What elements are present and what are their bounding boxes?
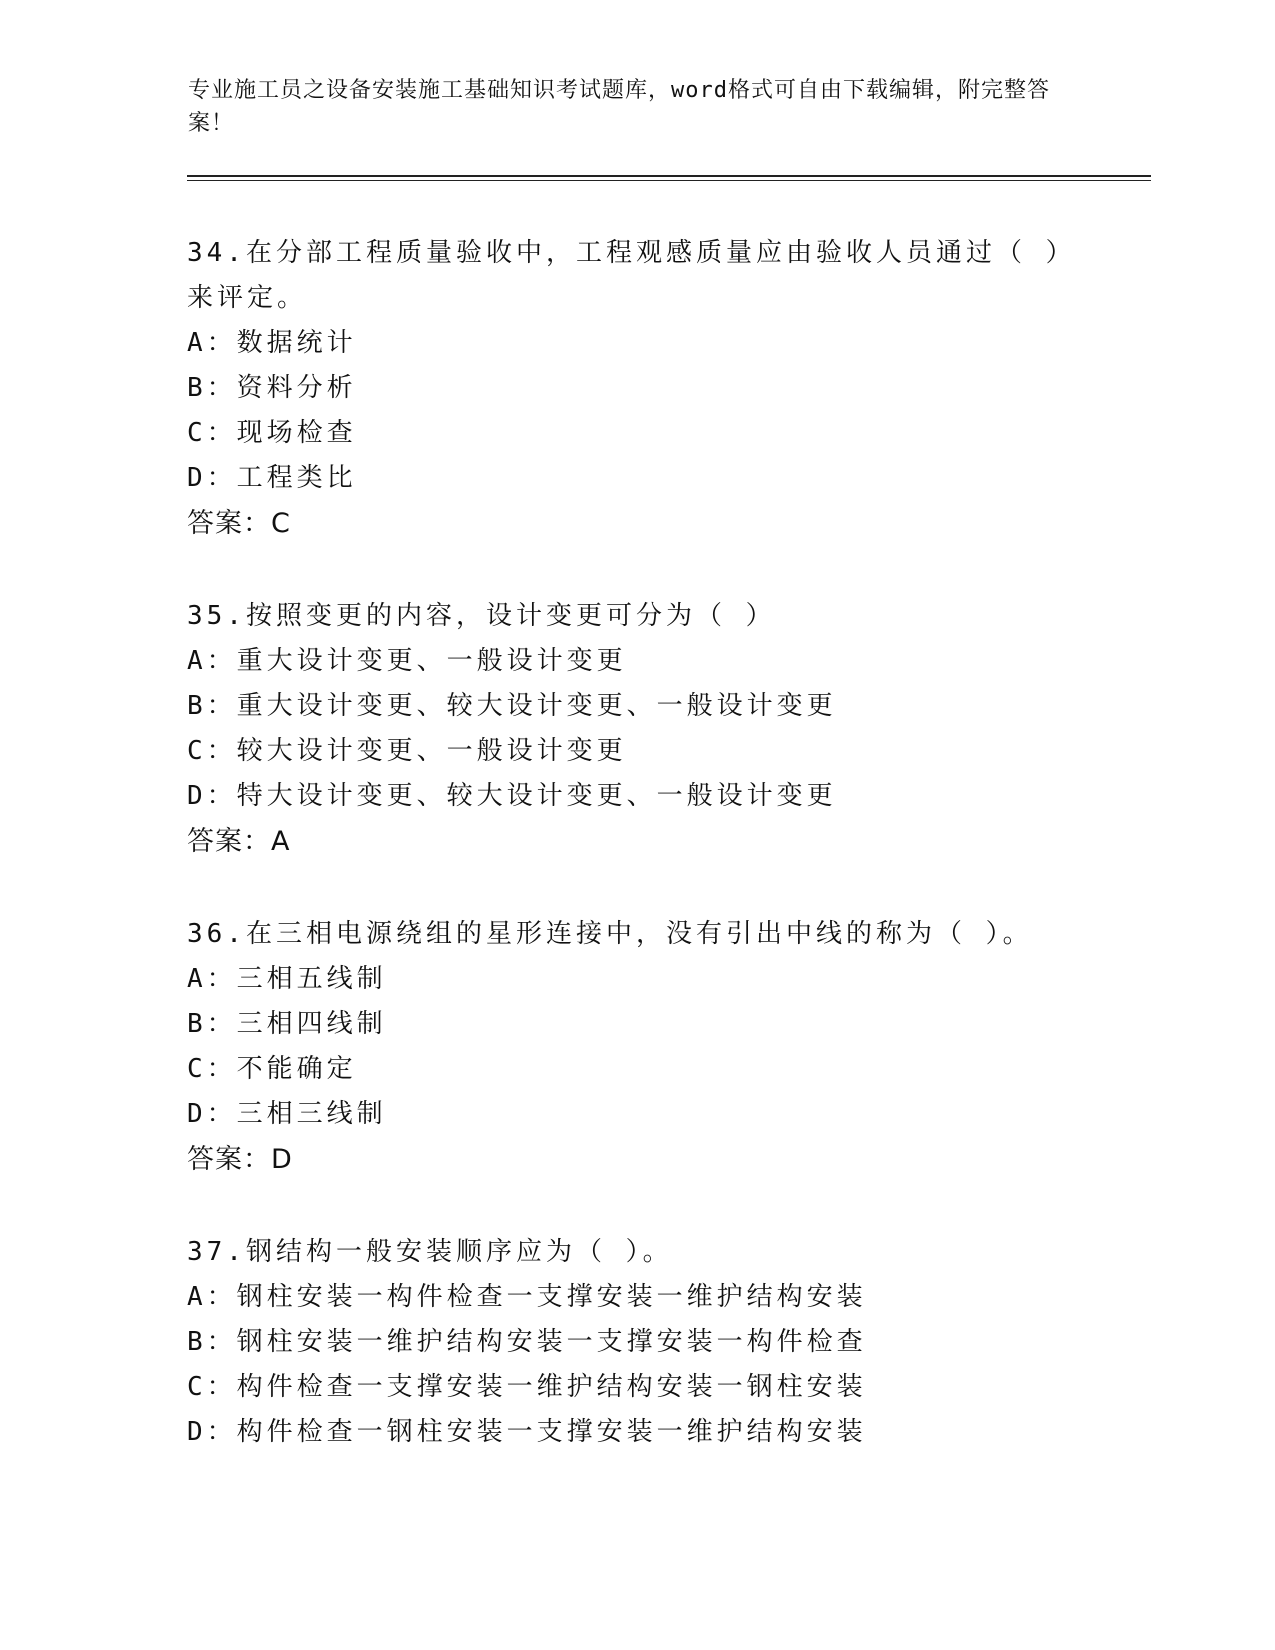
answer-text: 答案：D [187,1144,293,1175]
answer-text: 答案：C [187,508,291,539]
option-b: B：重大设计变更、较大设计变更、一般设计变更 [187,691,837,721]
option-a: A：钢柱安装一构件检查一支撑安装一维护结构安装 [187,1282,867,1312]
option-b: B：资料分析 [187,373,357,403]
question-36 [187,912,1087,1182]
option-d: D：构件检查一钢柱安装一支撑安装一维护结构安装 [187,1417,867,1447]
question-34 [187,231,1087,546]
question-35 [187,594,1087,864]
option-c: C：不能确定 [187,1054,357,1084]
option-d: D：三相三线制 [187,1099,387,1129]
option-d: D：特大设计变更、较大设计变更、一般设计变更 [187,781,837,811]
header-divider-thin [187,180,1151,181]
option-c: C：构件检查一支撑安装一维护结构安装一钢柱安装 [187,1372,867,1402]
question-text: 34.在分部工程质量验收中，工程观感质量应由验收人员通过（ ）来评定。 [187,238,1063,313]
option-a: A：重大设计变更、一般设计变更 [187,646,627,676]
option-c: C：较大设计变更、一般设计变更 [187,736,627,766]
option-a: A：数据统计 [187,328,357,358]
question-37 [187,1230,1087,1455]
option-b: B：钢柱安装一维护结构安装一支撑安装一构件检查 [187,1327,867,1357]
option-b: B：三相四线制 [187,1009,387,1039]
question-text: 36.在三相电源绕组的星形连接中，没有引出中线的称为（ ）。 [187,919,1033,949]
option-c: C：现场检查 [187,418,357,448]
option-a: A：三相五线制 [187,964,387,994]
question-text: 35.按照变更的内容，设计变更可分为（ ） [187,601,776,631]
document-header: 专业施工员之设备安装施工基础知识考试题库，word格式可自由下载编辑，附完整答案！ [188,78,1050,136]
answer-text: 答案：A [187,826,291,857]
option-d: D：工程类比 [187,463,357,493]
question-list [187,231,1087,1455]
header-divider-thick [187,175,1151,177]
question-text: 37.钢结构一般安装顺序应为（ ）。 [187,1237,673,1267]
